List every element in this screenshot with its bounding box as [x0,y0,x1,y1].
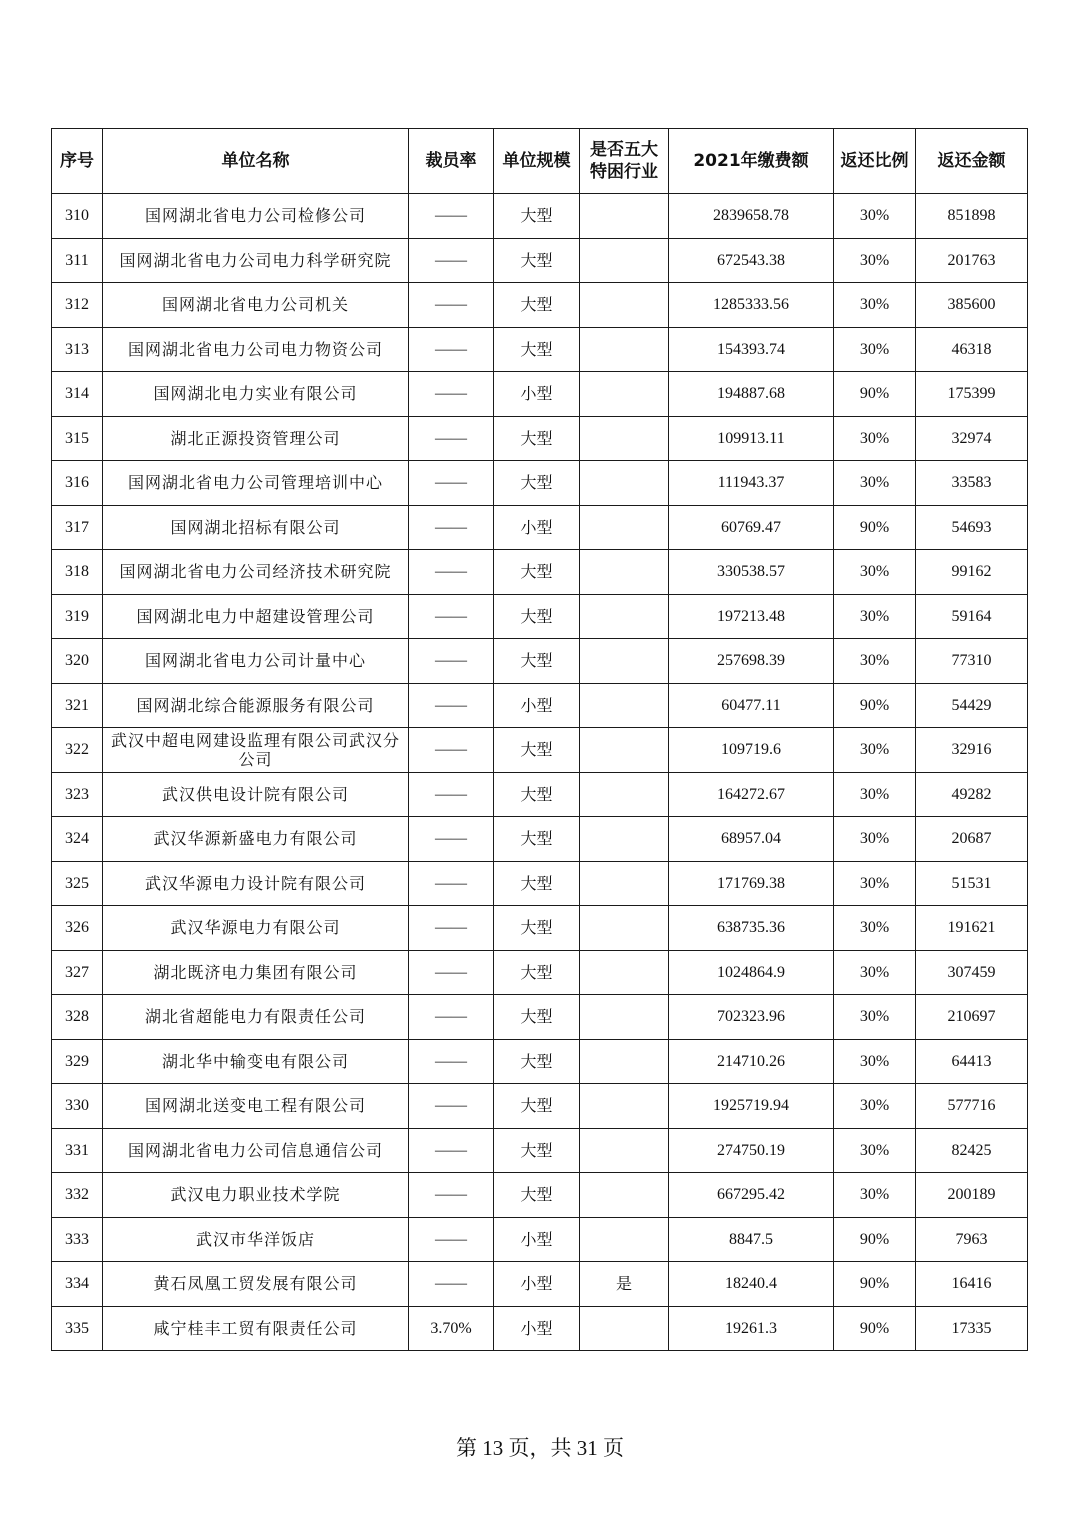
table-row [52,906,1028,951]
cell-special-industry [580,505,669,550]
header-refund-ratio: 返还比例 [834,129,916,194]
cell-layoff-rate: —— [409,861,494,906]
header-refund-amount: 返还金额 [916,129,1028,194]
cell-no: 328 [52,995,103,1040]
cell-refund-amount: 32974 [916,416,1028,461]
cell-unit-name: 国网湖北省电力公司信息通信公司 [103,1128,409,1173]
cell-unit-name: 武汉华源电力设计院有限公司 [103,861,409,906]
cell-fee-2021: 18240.4 [669,1262,834,1307]
cell-no: 330 [52,1084,103,1129]
cell-special-industry [580,817,669,862]
cell-scale: 大型 [494,238,580,283]
header-fee-2021: 2021年缴费额 [669,129,834,194]
cell-scale: 大型 [494,416,580,461]
cell-refund-ratio: 30% [834,728,916,773]
cell-special-industry [580,728,669,773]
cell-scale: 大型 [494,639,580,684]
cell-scale: 大型 [494,1173,580,1218]
refund-table [51,128,1028,1351]
cell-refund-amount: 191621 [916,906,1028,951]
cell-fee-2021: 111943.37 [669,461,834,506]
cell-layoff-rate: —— [409,461,494,506]
cell-no: 325 [52,861,103,906]
cell-layoff-rate: —— [409,416,494,461]
cell-unit-name: 国网湖北电力实业有限公司 [103,372,409,417]
table-row [52,683,1028,728]
cell-refund-amount: 82425 [916,1128,1028,1173]
cell-fee-2021: 1285333.56 [669,283,834,328]
cell-scale: 大型 [494,817,580,862]
cell-special-industry [580,461,669,506]
cell-no: 316 [52,461,103,506]
cell-fee-2021: 19261.3 [669,1306,834,1351]
cell-layoff-rate: —— [409,1084,494,1129]
cell-scale: 大型 [494,194,580,239]
cell-no: 332 [52,1173,103,1218]
table-header-row [52,129,1028,194]
cell-scale: 大型 [494,550,580,595]
cell-refund-amount: 49282 [916,772,1028,817]
cell-fee-2021: 8847.5 [669,1217,834,1262]
cell-no: 324 [52,817,103,862]
cell-refund-amount: 16416 [916,1262,1028,1307]
cell-refund-amount: 17335 [916,1306,1028,1351]
cell-layoff-rate: —— [409,238,494,283]
cell-fee-2021: 109913.11 [669,416,834,461]
table-row [52,505,1028,550]
cell-unit-name: 湖北华中输变电有限公司 [103,1039,409,1084]
cell-unit-name: 国网湖北省电力公司机关 [103,283,409,328]
table-row [52,1084,1028,1129]
cell-no: 318 [52,550,103,595]
cell-unit-name: 武汉中超电网建设监理有限公司武汉分公司 [103,728,409,773]
cell-refund-ratio: 30% [834,1173,916,1218]
cell-scale: 小型 [494,372,580,417]
cell-layoff-rate: —— [409,1128,494,1173]
cell-unit-name: 湖北省超能电力有限责任公司 [103,995,409,1040]
table-row [52,1173,1028,1218]
cell-special-industry [580,1217,669,1262]
refund-table-sheet [51,128,1028,1351]
header-name: 单位名称 [103,129,409,194]
table-row [52,283,1028,328]
cell-layoff-rate: —— [409,505,494,550]
cell-refund-ratio: 30% [834,817,916,862]
cell-no: 327 [52,950,103,995]
cell-refund-amount: 7963 [916,1217,1028,1262]
cell-unit-name: 国网湖北省电力公司电力科学研究院 [103,238,409,283]
cell-fee-2021: 672543.38 [669,238,834,283]
cell-refund-ratio: 30% [834,283,916,328]
cell-refund-amount: 59164 [916,594,1028,639]
cell-special-industry [580,283,669,328]
cell-special-industry [580,550,669,595]
cell-unit-name: 武汉电力职业技术学院 [103,1173,409,1218]
cell-special-industry [580,594,669,639]
cell-no: 317 [52,505,103,550]
cell-unit-name: 国网湖北电力中超建设管理公司 [103,594,409,639]
cell-no: 322 [52,728,103,773]
cell-layoff-rate: —— [409,194,494,239]
cell-refund-ratio: 30% [834,861,916,906]
cell-no: 315 [52,416,103,461]
cell-unit-name: 国网湖北省电力公司检修公司 [103,194,409,239]
cell-refund-amount: 851898 [916,194,1028,239]
table-row [52,728,1028,773]
cell-fee-2021: 638735.36 [669,906,834,951]
cell-unit-name: 国网湖北省电力公司经济技术研究院 [103,550,409,595]
cell-refund-ratio: 90% [834,1217,916,1262]
cell-refund-amount: 577716 [916,1084,1028,1129]
cell-refund-amount: 99162 [916,550,1028,595]
cell-fee-2021: 164272.67 [669,772,834,817]
cell-refund-ratio: 30% [834,327,916,372]
cell-no: 313 [52,327,103,372]
cell-special-industry [580,372,669,417]
cell-layoff-rate: —— [409,1262,494,1307]
cell-no: 310 [52,194,103,239]
cell-layoff-rate: —— [409,1173,494,1218]
cell-unit-name: 湖北正源投资管理公司 [103,416,409,461]
cell-layoff-rate: 3.70% [409,1306,494,1351]
cell-scale: 大型 [494,1084,580,1129]
cell-fee-2021: 60477.11 [669,683,834,728]
cell-refund-amount: 46318 [916,327,1028,372]
cell-special-industry [580,950,669,995]
cell-fee-2021: 1024864.9 [669,950,834,995]
cell-fee-2021: 702323.96 [669,995,834,1040]
cell-scale: 大型 [494,861,580,906]
cell-refund-ratio: 90% [834,1262,916,1307]
table-row [52,1039,1028,1084]
cell-refund-ratio: 30% [834,772,916,817]
cell-no: 319 [52,594,103,639]
cell-refund-ratio: 30% [834,1084,916,1129]
table-row [52,950,1028,995]
cell-special-industry [580,1084,669,1129]
cell-refund-ratio: 30% [834,594,916,639]
cell-fee-2021: 257698.39 [669,639,834,684]
table-row [52,817,1028,862]
cell-scale: 大型 [494,1128,580,1173]
cell-layoff-rate: —— [409,639,494,684]
cell-scale: 大型 [494,995,580,1040]
cell-layoff-rate: —— [409,1039,494,1084]
cell-layoff-rate: —— [409,683,494,728]
cell-refund-amount: 77310 [916,639,1028,684]
cell-scale: 大型 [494,950,580,995]
cell-refund-amount: 54693 [916,505,1028,550]
cell-refund-ratio: 90% [834,505,916,550]
cell-special-industry [580,1306,669,1351]
table-row [52,995,1028,1040]
cell-unit-name: 国网湖北综合能源服务有限公司 [103,683,409,728]
cell-refund-amount: 64413 [916,1039,1028,1084]
cell-refund-ratio: 30% [834,550,916,595]
cell-refund-amount: 33583 [916,461,1028,506]
cell-scale: 大型 [494,906,580,951]
cell-special-industry [580,416,669,461]
header-special-industry: 是否五大特困行业 [580,129,669,194]
cell-special-industry [580,683,669,728]
cell-special-industry [580,1039,669,1084]
cell-fee-2021: 1925719.94 [669,1084,834,1129]
cell-unit-name: 湖北既济电力集团有限公司 [103,950,409,995]
cell-refund-ratio: 30% [834,416,916,461]
table-row [52,594,1028,639]
cell-refund-ratio: 90% [834,1306,916,1351]
cell-layoff-rate: —— [409,327,494,372]
cell-special-industry [580,327,669,372]
cell-fee-2021: 109719.6 [669,728,834,773]
cell-refund-ratio: 30% [834,995,916,1040]
cell-no: 331 [52,1128,103,1173]
cell-scale: 大型 [494,594,580,639]
cell-no: 311 [52,238,103,283]
header-layoff-rate: 裁员率 [409,129,494,194]
cell-refund-amount: 175399 [916,372,1028,417]
cell-no: 329 [52,1039,103,1084]
cell-refund-amount: 51531 [916,861,1028,906]
cell-special-industry: 是 [580,1262,669,1307]
table-row [52,1262,1028,1307]
table-row [52,1128,1028,1173]
table-row [52,416,1028,461]
cell-no: 334 [52,1262,103,1307]
cell-fee-2021: 2839658.78 [669,194,834,239]
cell-refund-ratio: 30% [834,639,916,684]
cell-special-industry [580,238,669,283]
cell-special-industry [580,194,669,239]
cell-special-industry [580,1128,669,1173]
cell-unit-name: 武汉华源新盛电力有限公司 [103,817,409,862]
table-row [52,861,1028,906]
cell-no: 312 [52,283,103,328]
cell-unit-name: 国网湖北省电力公司管理培训中心 [103,461,409,506]
cell-special-industry [580,1173,669,1218]
cell-refund-amount: 20687 [916,817,1028,862]
cell-refund-ratio: 30% [834,238,916,283]
table-row [52,772,1028,817]
cell-layoff-rate: —— [409,728,494,773]
cell-layoff-rate: —— [409,1217,494,1262]
cell-refund-ratio: 30% [834,1039,916,1084]
cell-layoff-rate: —— [409,372,494,417]
table-row [52,1306,1028,1351]
cell-scale: 小型 [494,683,580,728]
cell-no: 314 [52,372,103,417]
cell-refund-amount: 200189 [916,1173,1028,1218]
table-row [52,461,1028,506]
cell-no: 321 [52,683,103,728]
cell-refund-amount: 32916 [916,728,1028,773]
cell-no: 335 [52,1306,103,1351]
cell-unit-name: 武汉市华洋饭店 [103,1217,409,1262]
cell-refund-ratio: 30% [834,461,916,506]
cell-fee-2021: 194887.68 [669,372,834,417]
cell-special-industry [580,861,669,906]
cell-unit-name: 武汉供电设计院有限公司 [103,772,409,817]
cell-layoff-rate: —— [409,995,494,1040]
cell-layoff-rate: —— [409,772,494,817]
table-row [52,327,1028,372]
header-scale: 单位规模 [494,129,580,194]
cell-fee-2021: 667295.42 [669,1173,834,1218]
cell-layoff-rate: —— [409,817,494,862]
table-row [52,1217,1028,1262]
cell-refund-amount: 201763 [916,238,1028,283]
cell-fee-2021: 154393.74 [669,327,834,372]
cell-refund-amount: 307459 [916,950,1028,995]
cell-fee-2021: 330538.57 [669,550,834,595]
cell-unit-name: 黄石凤凰工贸发展有限公司 [103,1262,409,1307]
cell-unit-name: 国网湖北送变电工程有限公司 [103,1084,409,1129]
cell-unit-name: 国网湖北招标有限公司 [103,505,409,550]
cell-scale: 小型 [494,1262,580,1307]
page-footer: 第 13 页，共 31 页 [456,1436,624,1460]
cell-scale: 小型 [494,505,580,550]
cell-layoff-rate: —— [409,906,494,951]
cell-fee-2021: 274750.19 [669,1128,834,1173]
cell-refund-ratio: 30% [834,950,916,995]
cell-refund-amount: 54429 [916,683,1028,728]
cell-refund-ratio: 30% [834,906,916,951]
cell-layoff-rate: —— [409,950,494,995]
table-body [52,194,1028,1351]
cell-scale: 大型 [494,772,580,817]
table-row [52,550,1028,595]
cell-fee-2021: 197213.48 [669,594,834,639]
cell-fee-2021: 214710.26 [669,1039,834,1084]
cell-refund-amount: 210697 [916,995,1028,1040]
header-no: 序号 [52,129,103,194]
cell-special-industry [580,639,669,684]
cell-no: 333 [52,1217,103,1262]
cell-scale: 小型 [494,1306,580,1351]
table-row [52,238,1028,283]
table-row [52,194,1028,239]
cell-no: 326 [52,906,103,951]
cell-no: 323 [52,772,103,817]
cell-special-industry [580,772,669,817]
table-row [52,372,1028,417]
cell-refund-amount: 385600 [916,283,1028,328]
cell-scale: 小型 [494,1217,580,1262]
cell-layoff-rate: —— [409,283,494,328]
cell-unit-name: 咸宁桂丰工贸有限责任公司 [103,1306,409,1351]
cell-fee-2021: 68957.04 [669,817,834,862]
cell-special-industry [580,906,669,951]
cell-special-industry [580,995,669,1040]
cell-scale: 大型 [494,728,580,773]
cell-scale: 大型 [494,283,580,328]
cell-unit-name: 国网湖北省电力公司计量中心 [103,639,409,684]
cell-scale: 大型 [494,461,580,506]
cell-refund-ratio: 30% [834,194,916,239]
cell-scale: 大型 [494,327,580,372]
cell-scale: 大型 [494,1039,580,1084]
cell-fee-2021: 60769.47 [669,505,834,550]
table-row [52,639,1028,684]
cell-layoff-rate: —— [409,594,494,639]
cell-layoff-rate: —— [409,550,494,595]
cell-refund-ratio: 30% [834,1128,916,1173]
cell-fee-2021: 171769.38 [669,861,834,906]
cell-refund-ratio: 90% [834,372,916,417]
cell-unit-name: 国网湖北省电力公司电力物资公司 [103,327,409,372]
cell-unit-name: 武汉华源电力有限公司 [103,906,409,951]
cell-no: 320 [52,639,103,684]
cell-refund-ratio: 90% [834,683,916,728]
